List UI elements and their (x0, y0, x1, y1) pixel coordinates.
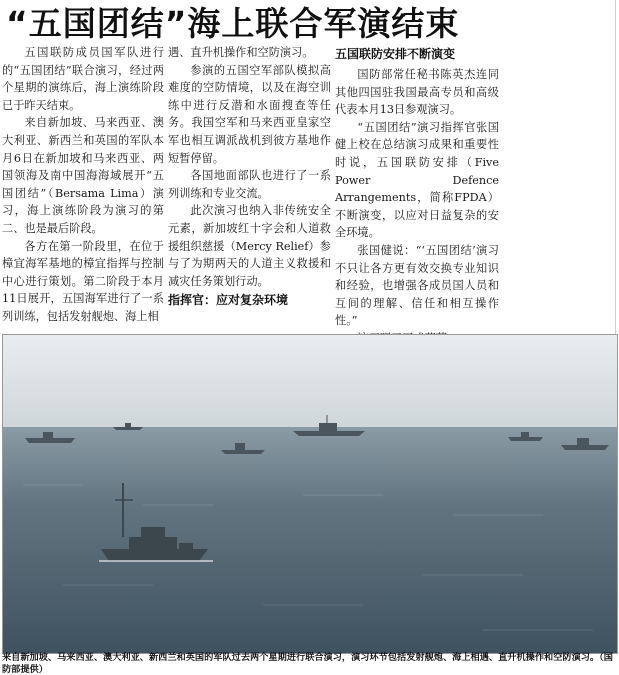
ship (508, 437, 543, 441)
paragraph: 五国联防成员国军队进行的“五国团结”联合演习，经过两个星期的演练后，海上演练阶段已于昨天结束。 (2, 46, 164, 112)
ship (221, 450, 265, 454)
ship (561, 445, 609, 450)
headline: “五国团结”海上联合军演结束 (6, 4, 460, 43)
paragraph: 国防部常任秘书陈英杰连同其他四国驻我国最高专员和高级代表本月13日参观演习。 (335, 68, 499, 117)
paragraph: 各国地面部队也进行了一系列训练和专业交流。 (168, 169, 331, 200)
photo-caption: 来自新加坡、马来西亚、澳大利亚、新西兰和英国的军队过去两个星期进行联合演习，演习环节包括发射舰炮、海上相遇、直升机操作和空防演习。（国防部提供） (2, 652, 613, 675)
ship (25, 438, 75, 443)
subheading-commander: 指挥官：应对复杂环境 (168, 293, 289, 308)
ship (113, 427, 143, 430)
subheading-fpda: 五国联防安排不断演变 (335, 47, 456, 61)
paragraph: “五国团结”演习指挥官张国健上校在总结演习成果和重要性时说，五国联防安排（Five Power Defence Arrangements，简称FPDA）不断演变，以应对日益复杂的安全环境。 (335, 120, 499, 240)
sky (3, 335, 617, 427)
ship (293, 431, 365, 436)
article-column-2 (168, 44, 331, 310)
paragraph: 遇、直升机操作和空防演习。 (168, 46, 314, 59)
column-rule (615, 0, 616, 334)
paragraph: 参演的五国空军部队模拟高难度的空防情境，以及在海空训练中进行反潜和水面搜查等任务。我国空军和马来西亚皇家空军也相互调派战机到彼方基地作短暂停留。 (168, 63, 331, 165)
news-photo (2, 334, 618, 654)
article-column-3 (335, 44, 499, 348)
sea (3, 427, 617, 653)
paragraph: 张国健说：“‘五国团结’演习不只让各方更有效交换专业知识和经验，也增强各成员国人员和互间的理解、信任和相互操作性。” (335, 243, 499, 328)
paragraph: 来自新加坡、马来西亚、澳大利亚、新西兰和英国的军队本月6日在新加坡和马来西亚、两国领海及南中国海海域展开“五国团结”（Bersama Lima）演习，海上演练阶段为演习的第二、也是最后阶段。 (2, 116, 164, 235)
naval-exercise-photo (3, 335, 617, 653)
paragraph: 此次演习也纳入非传统安全元素，新加坡红十字会和人道救援组织慈援（Mercy Relief）参与了为期两天的人道主义救援和减灾任务策划行动。 (168, 204, 331, 288)
paragraph: 各方在第一阶段里，在位于樟宜海军基地的樟宜指挥与控制中心进行策划。第二阶段于本月11日展开，五国海军进行了一系列训练，包括发射舰炮、海上相 (2, 239, 164, 323)
article-column-1 (2, 44, 164, 326)
